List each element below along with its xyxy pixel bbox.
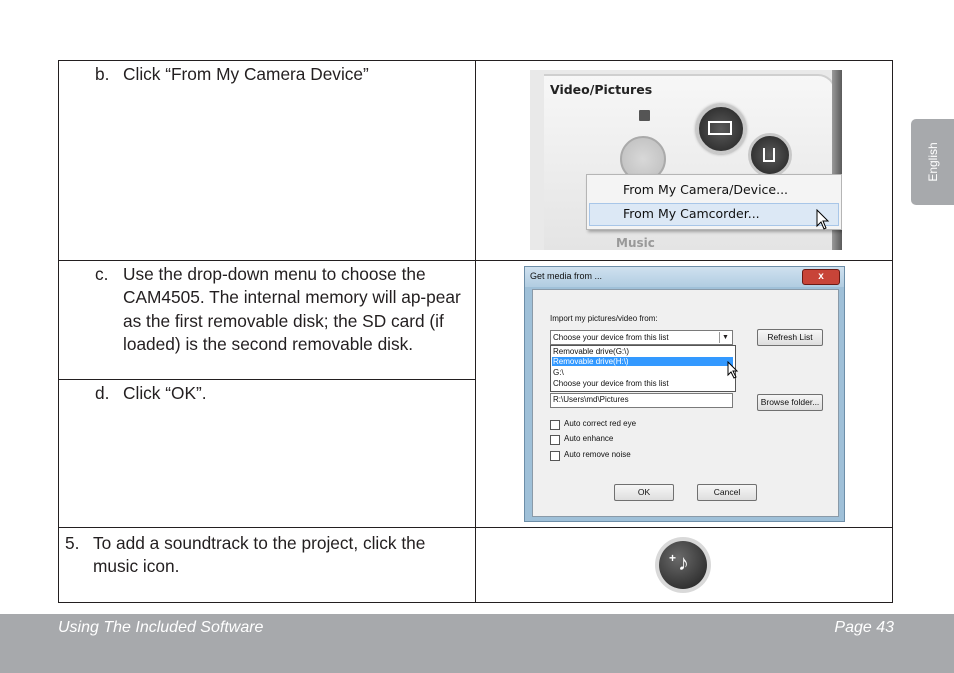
option-item[interactable]: Choose your device from this list [553,379,669,388]
table-divider [475,60,476,603]
ok-button[interactable]: OK [614,484,674,501]
checkbox-label: Auto remove noise [564,450,631,459]
device-dropdown[interactable] [550,330,733,345]
camera-source-menu [586,174,842,230]
folder-path-value: R:\Users\md\Pictures [553,395,629,404]
red-eye-checkbox[interactable] [550,420,560,430]
checkbox-label: Auto correct red eye [564,419,637,428]
table-divider [58,527,893,528]
mouse-cursor-icon [727,361,739,379]
save-icon [639,110,650,121]
get-media-dialog-screenshot [524,266,845,522]
option-item[interactable]: Removable drive(G:\) [553,347,630,356]
step-label: c. [95,264,109,284]
step-label: 5. [65,533,80,553]
refresh-list-button[interactable]: Refresh List [757,329,823,346]
language-tab [911,119,954,205]
page-footer [0,614,954,673]
enhance-checkbox[interactable] [550,435,560,445]
table-divider [58,260,893,261]
option-item[interactable]: Removable drive(H:\) [553,357,629,366]
video-add-icon[interactable] [696,104,746,154]
chevron-down-icon: ▼ [719,332,731,343]
dropdown-value: Choose your device from this list [553,333,669,342]
camera-device-menu-screenshot [530,70,842,250]
panel-title: Video/Pictures [550,82,653,97]
menu-item-camera-device[interactable]: From My Camera/Device... [623,182,789,197]
step-label: b. [95,64,110,84]
mouse-cursor-icon [816,209,830,231]
remove-noise-checkbox[interactable] [550,451,560,461]
cancel-button[interactable]: Cancel [697,484,757,501]
browse-folder-button[interactable]: Browse folder... [757,394,823,411]
folder-path-field[interactable] [550,393,733,408]
dialog-body [532,289,839,517]
step-text: Use the drop-down menu to choose the CAM4505. The internal memory will ap-pear as the first removable disk; the SD card (if loaded) is the second removable disk. [123,264,461,354]
checkbox-label: Auto enhance [564,434,614,443]
language-label: English [925,142,940,182]
section-title: Using The Included Software [58,619,264,636]
device-option-list [550,345,736,392]
step-text: Click “OK”. [123,383,207,403]
step-label: d. [95,383,110,403]
step-text: To add a soundtrack to the project, click the music icon. [93,533,426,577]
music-label: Music [616,236,655,250]
dialog-titlebar [525,267,844,287]
music-add-icon[interactable]: + ♪ [652,534,714,596]
usb-device-icon[interactable] [748,133,792,177]
import-label: Import my pictures/video from: [550,314,658,323]
page-number: Page 43 [834,619,894,636]
step-text: Click “From My Camera Device” [123,64,369,84]
option-item[interactable]: G:\ [553,368,564,377]
table-divider [58,379,476,380]
menu-item-camcorder[interactable]: From My Camcorder... [623,206,760,221]
close-button[interactable]: x [802,269,840,285]
dialog-title: Get media from ... [530,271,603,281]
